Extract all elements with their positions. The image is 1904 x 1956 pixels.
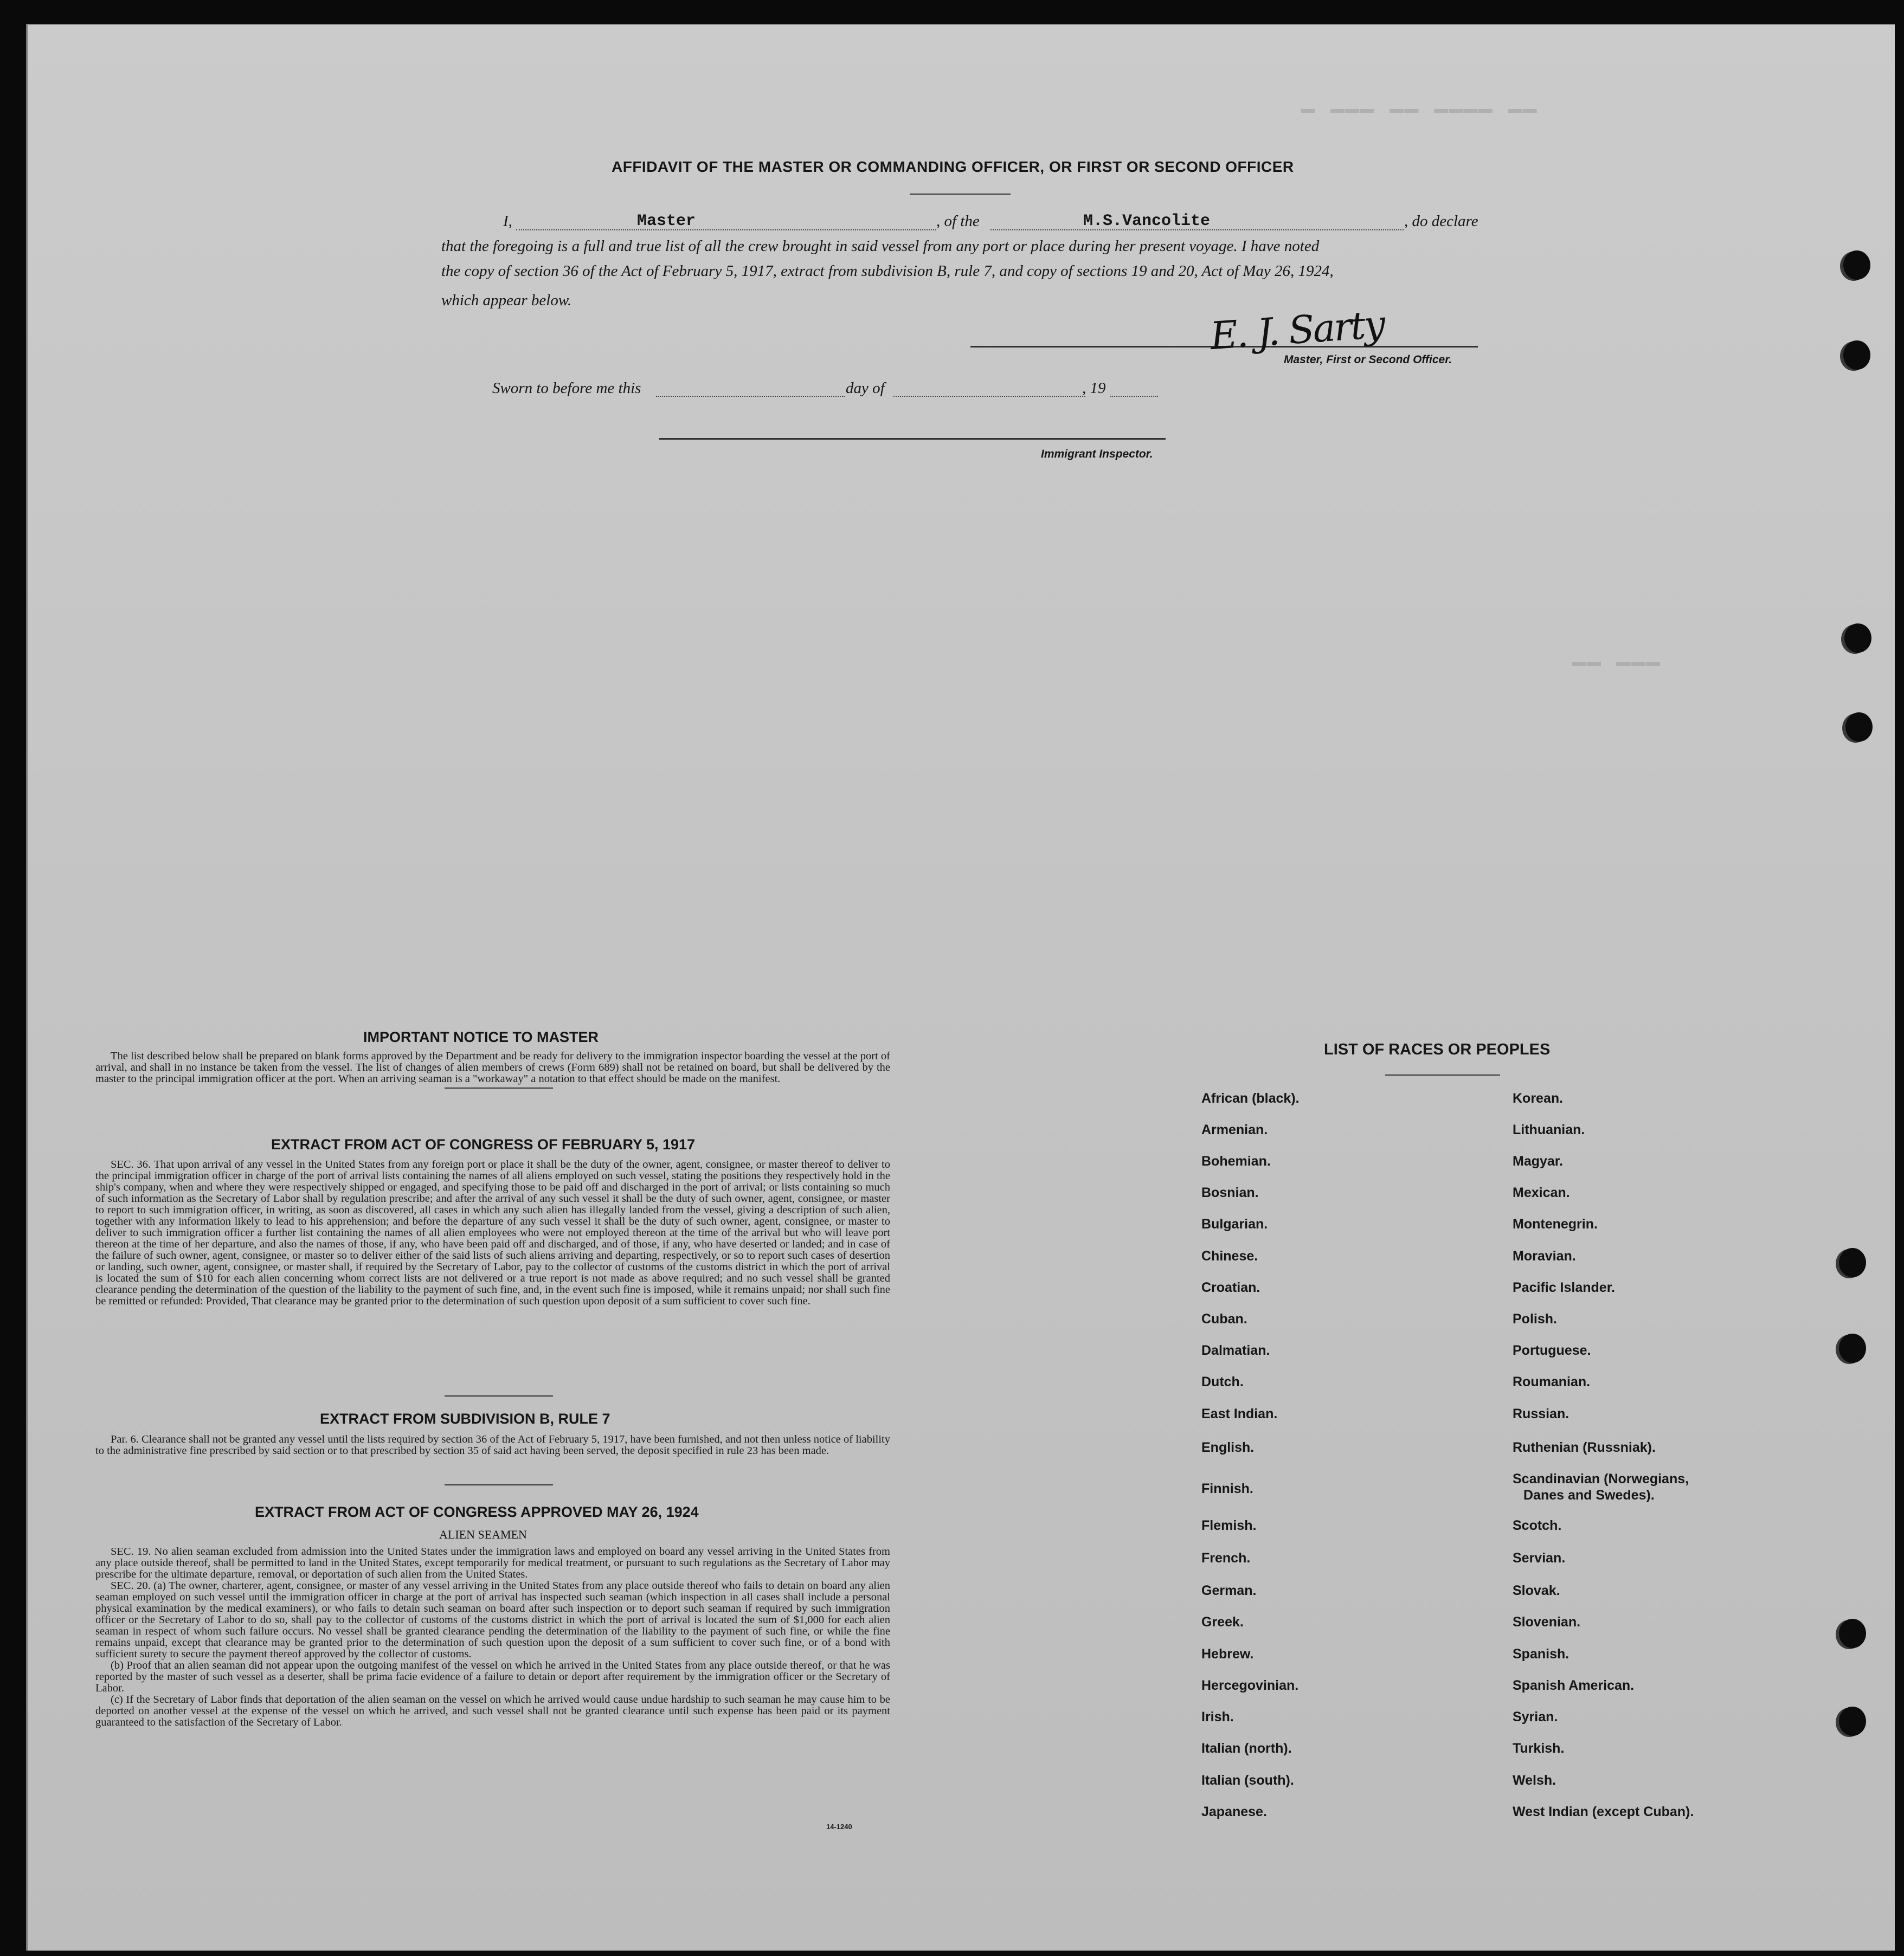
punch-hole bbox=[1839, 1248, 1866, 1277]
race-item: German. bbox=[1201, 1583, 1257, 1598]
year-label: , 19 bbox=[1082, 379, 1106, 397]
race-item: Russian. bbox=[1513, 1406, 1569, 1421]
race-item: English. bbox=[1201, 1440, 1255, 1455]
name-line bbox=[516, 229, 936, 230]
race-item: Greek. bbox=[1201, 1614, 1244, 1630]
extract-1917-divider bbox=[445, 1395, 553, 1397]
race-item: Welsh. bbox=[1513, 1773, 1556, 1788]
race-item: West Indian (except Cuban). bbox=[1513, 1804, 1694, 1819]
sec-20b-paragraph: (b) Proof that an alien seaman did not appear upon the outgoing manifest of the vessel on which he arrived in the United States from any place outside thereof, or that he was reported by the master of such vessel as a deserter, shall be prima facie evidence of a failure to detain or deport after requirement by the immigration officer or the Secretary of Labor. bbox=[95, 1659, 890, 1694]
race-item: Magyar. bbox=[1513, 1154, 1564, 1169]
master-signature: E. J. Sarty bbox=[1208, 301, 1386, 359]
race-item: Croatian. bbox=[1201, 1280, 1260, 1295]
race-item: Ruthenian (Russniak). bbox=[1513, 1440, 1656, 1455]
race-item: African (black). bbox=[1201, 1091, 1300, 1106]
race-item: Portuguese. bbox=[1513, 1343, 1591, 1358]
affidavit-line-2: that the foregoing is a full and true list of all the crew brought in said vessel from any port or place during her present voyage. I have noted bbox=[441, 237, 1320, 255]
race-item: Pacific Islander. bbox=[1513, 1280, 1615, 1295]
rule-7-title: EXTRACT FROM SUBDIVISION B, RULE 7 bbox=[320, 1411, 610, 1427]
race-item: Scandinavian (Norwegians, bbox=[1513, 1471, 1689, 1487]
race-item: Japanese. bbox=[1201, 1804, 1267, 1819]
rule-7-text bbox=[95, 1434, 890, 1457]
race-item: Irish. bbox=[1201, 1709, 1234, 1725]
race-item: Montenegrin. bbox=[1513, 1217, 1598, 1232]
sworn-month-line bbox=[893, 396, 1085, 397]
bleed-through-marks: ━━ ━━━ bbox=[1572, 653, 1661, 679]
punch-hole bbox=[1843, 340, 1870, 370]
race-item: Italian (north). bbox=[1201, 1741, 1292, 1756]
title-divider bbox=[910, 194, 1011, 195]
punch-hole bbox=[1844, 623, 1871, 653]
race-item: Lithuanian. bbox=[1513, 1122, 1585, 1137]
race-item: Roumanian. bbox=[1513, 1374, 1591, 1389]
race-item: Dutch. bbox=[1201, 1374, 1244, 1389]
race-item: Cuban. bbox=[1201, 1311, 1247, 1327]
signer-caption: Master, First or Second Officer. bbox=[1284, 353, 1452, 366]
race-item: Chinese. bbox=[1201, 1249, 1258, 1264]
sworn-year-line bbox=[1110, 396, 1158, 397]
race-item: East Indian. bbox=[1201, 1406, 1278, 1421]
sworn-label: Sworn to before me this bbox=[492, 379, 641, 397]
race-item: French. bbox=[1201, 1550, 1251, 1566]
race-item: Spanish American. bbox=[1513, 1678, 1635, 1693]
race-item: Hebrew. bbox=[1201, 1646, 1254, 1662]
sec-19-paragraph: SEC. 19. No alien seaman excluded from admission into the United States under the immigration laws and employed on board any vessel arriving in the United States from any place outside thereof, shall be permitted to land in the United States, except temporarily for medical treatment, or pursuant to such regulations as the Secretary of Labor may prescribe for the ultimate departure, removal, or deportation of such alien from the United States. bbox=[95, 1546, 890, 1580]
race-item: Syrian. bbox=[1513, 1709, 1558, 1725]
race-item: Scotch. bbox=[1513, 1518, 1562, 1533]
inspector-caption: Immigrant Inspector. bbox=[1041, 448, 1153, 460]
race-item: Flemish. bbox=[1201, 1518, 1257, 1533]
race-item: Bosnian. bbox=[1201, 1185, 1259, 1200]
race-item: Bulgarian. bbox=[1201, 1217, 1268, 1232]
alien-seamen-subtitle: ALIEN SEAMEN bbox=[439, 1528, 527, 1541]
race-item: Bohemian. bbox=[1201, 1154, 1271, 1169]
par-6-paragraph: Par. 6. Clearance shall not be granted any vessel until the lists required by section 36 of the Act of February 5, 1917, have been furnished, and not then unless notice of liability to the administrative fine prescribed by said section or to that prescribed by section 35 of said act having been served, the deposit specified in rule 23 has been made. bbox=[95, 1433, 890, 1457]
race-item: Moravian. bbox=[1513, 1249, 1576, 1264]
sec-20a-paragraph: SEC. 20. (a) The owner, charterer, agent, consignee, or master of any vessel arriving in the United States from any place outside thereof who fails to detain on board any alien seaman employed on such vessel until the immigration officer in charge at the port of arrival has inspected such seaman (which inspection in all cases shall include a personal physical examination by the medical examiners), or who fails to detain such seaman on board after such inspection or to deport such seaman if required by such immigration officer or the Secretary of Labor to do so, shall pay to the collector of customs of the customs district in which the port of arrival is located the sum of $1,000 for each alien seaman in respect of whom such failure occurs. No vessel shall be granted clearance pending the determination of the liability to the payment of such fine, or while the fine remains unpaid, except that clearance may be granted prior to the determination of such question upon the deposit of a sum sufficient to cover such fine, or of a bond with sufficient surety to secure the payment thereof approved by the collector of customs. bbox=[95, 1580, 890, 1660]
race-item: Spanish. bbox=[1513, 1646, 1569, 1662]
sec-20c-paragraph: (c) If the Secretary of Labor finds that deportation of the alien seaman on the vessel on which he arrived would cause undue hardship to such seaman he may cause him to be deported on another vessel at the expense of the vessel on which he arrived, and such vessel shall not be granted clearance until such expense has been paid or its payment guaranteed to the satisfaction of the Secretary of Labor. bbox=[95, 1694, 890, 1728]
i-label: I, bbox=[503, 213, 512, 230]
affidavit-line-4: which appear below. bbox=[441, 292, 572, 309]
extract-1917-text bbox=[95, 1159, 890, 1307]
punch-hole bbox=[1839, 1619, 1866, 1648]
punch-hole bbox=[1839, 1334, 1866, 1363]
bleed-through-marks: ━ ━━━ ━━ ━━━━ ━━ bbox=[1301, 100, 1538, 126]
notice-paragraph: The list described below shall be prepared on blank forms approved by the Department and be ready for delivery to the immigration inspector boarding the vessel at the port of arrival, and shall in no instance be taken from the vessel. The list of changes of alien members of crews (Form 689) shall not be retained on board, but shall be delivered by the master to the principal immigration officer at the port. When an arriving seaman is a "workaway" a notation to that effect should be made on the manifest. bbox=[95, 1050, 890, 1085]
punch-hole bbox=[1845, 712, 1873, 742]
race-item: Hercegovinian. bbox=[1201, 1678, 1299, 1693]
race-item: Finnish. bbox=[1201, 1481, 1253, 1496]
races-divider bbox=[1385, 1074, 1500, 1076]
of-the-label: , of the bbox=[936, 213, 980, 230]
punch-hole bbox=[1839, 1707, 1866, 1736]
race-item: Polish. bbox=[1513, 1311, 1557, 1327]
extract-1917-title: EXTRACT FROM ACT OF CONGRESS OF FEBRUARY 5, 1917 bbox=[271, 1136, 696, 1153]
race-item: Turkish. bbox=[1513, 1741, 1565, 1756]
race-item: Slovenian. bbox=[1513, 1614, 1581, 1630]
notice-divider bbox=[445, 1088, 553, 1089]
race-item: Armenian. bbox=[1201, 1122, 1268, 1137]
rule-7-divider bbox=[445, 1484, 553, 1485]
race-item: Korean. bbox=[1513, 1091, 1564, 1106]
affidavit-title: AFFIDAVIT OF THE MASTER OR COMMANDING OFFICER, OR FIRST OR SECOND OFFICER bbox=[612, 158, 1294, 175]
inspector-line bbox=[659, 438, 1166, 440]
declare-label: , do declare bbox=[1404, 213, 1478, 230]
race-item: Italian (south). bbox=[1201, 1773, 1294, 1788]
race-item: Servian. bbox=[1513, 1550, 1566, 1566]
name-value: Master bbox=[637, 212, 696, 230]
race-item: Slovak. bbox=[1513, 1583, 1560, 1598]
notice-text bbox=[95, 1051, 890, 1085]
sec-36-paragraph: SEC. 36. That upon arrival of any vessel in the United States from any foreign port or place it shall be the duty of the owner, agent, consignee, or master thereof to deliver to the principal immigration officer in charge of the port of arrival lists containing the names of all aliens employed on such vessel, stating the positions they respectively hold in the ship's company, when and where they were respectively shipped or engaged, and specifying those to be paid off and discharged in the port of arrival; or lists containing so much of such information as the Secretary of Labor shall by regulation prescribe; and after the arrival of any such vessel it shall be the duty of such owner, agent, consignee, or master to report to such immigration officer, in writing, as soon as discovered, all cases in which any such alien has illegally landed from the vessel, giving a description of such alien, together with any information likely to lead to his apprehension; and before the departure of any such vessel it shall be the duty of such owner, agent, consignee, or master to deliver to such immigration officer a further list containing the names of all alien employees who were not employed thereon at the time of the arrival but who will leave port thereon at the time of her departure, and also the names of those, if any, who have been paid off and discharged, and of those, if any, who have deserted or landed; and in case of the failure of such owner, agent, consignee, or master so to deliver either of the said lists of such aliens arriving and departing, respectively, or so to report such cases of desertion or landing, such owner, agent, consignee, or master shall, if required by the Secretary of Labor, pay to the collector of customs of the customs district in which the port of arrival is located the sum of $10 for each alien concerning whom correct lists are not delivered or a true report is not made as above required; and no such vessel shall be granted clearance pending the determination of the question of the liability to the payment of such fine, and, in the event such fine is imposed, while it remains unpaid; nor shall such fine be remitted or refunded: Provided, That clearance may be granted prior to the determination of such question upon deposit of a sum sufficient to cover such fine. bbox=[95, 1159, 890, 1307]
notice-title: IMPORTANT NOTICE TO MASTER bbox=[363, 1029, 599, 1045]
race-item: Mexican. bbox=[1513, 1185, 1570, 1200]
affidavit-line-3: the copy of section 36 of the Act of February 5, 1917, extract from subdivision B, rule 7, and copy of sections 19 and 20, Act of May 26, 1924, bbox=[441, 262, 1334, 280]
form-number: 14-1240 bbox=[826, 1823, 852, 1831]
day-of-label: day of bbox=[846, 379, 885, 397]
extract-1924-title: EXTRACT FROM ACT OF CONGRESS APPROVED MAY 26, 1924 bbox=[255, 1504, 699, 1520]
vessel-value: M.S.Vancolite bbox=[1083, 212, 1211, 230]
sworn-day-line bbox=[656, 396, 845, 397]
extract-1924-text bbox=[95, 1546, 890, 1728]
punch-hole bbox=[1843, 250, 1870, 280]
races-title: LIST OF RACES OR PEOPLES bbox=[1324, 1041, 1551, 1058]
race-item: Dalmatian. bbox=[1201, 1343, 1270, 1358]
race-item: Danes and Swedes). bbox=[1523, 1488, 1655, 1503]
